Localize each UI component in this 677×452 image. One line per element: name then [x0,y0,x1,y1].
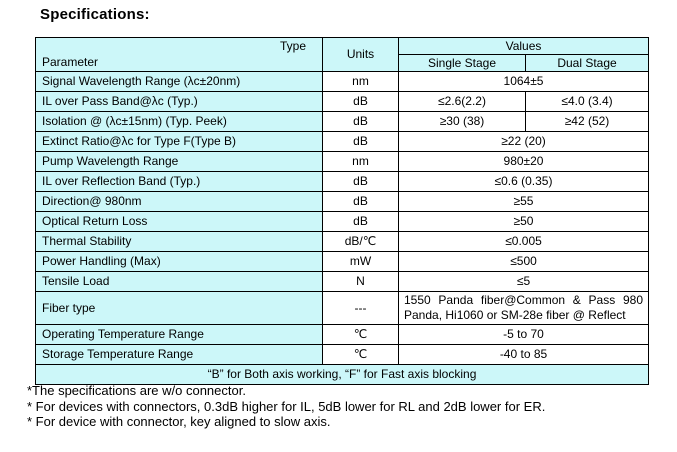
parameter-cell: Power Handling (Max) [36,252,323,272]
table-body [36,72,649,365]
value-cell: ≤0.6 (0.35) [399,172,649,192]
table-row [36,92,649,112]
value-cell: -40 to 85 [399,345,649,365]
units-cell: dB [323,92,399,112]
header-row-1 [36,38,649,55]
value-cell: ≥22 (20) [399,132,649,152]
units-cell: dB [323,132,399,152]
parameter-cell: Thermal Stability [36,232,323,252]
footnote-line: *The specifications are w/o connector. [27,383,246,398]
table-row [36,232,649,252]
table-foot [36,365,649,385]
units-cell: dB/℃ [323,232,399,252]
value-cell: ≥55 [399,192,649,212]
parameter-cell: IL over Reflection Band (Typ.) [36,172,323,192]
parameter-cell: IL over Pass Band@λc (Typ.) [36,92,323,112]
table-row [36,212,649,232]
parameter-cell: Signal Wavelength Range (λc±20nm) [36,72,323,92]
header-dual-stage-label: Dual Stage [526,55,649,72]
value-cell: 1064±5 [399,72,649,92]
table-row [36,72,649,92]
units-cell: nm [323,72,399,92]
table-row [36,192,649,212]
table-row [36,152,649,172]
value-cell: ≤5 [399,272,649,292]
value-cell: -5 to 70 [399,325,649,345]
parameter-cell: Optical Return Loss [36,212,323,232]
units-cell: dB [323,192,399,212]
table-row [36,345,649,365]
table-row [36,112,649,132]
header-values-label: Values [399,38,649,55]
single-stage-value-cell: ≥30 (38) [399,112,526,132]
parameter-cell: Pump Wavelength Range [36,152,323,172]
single-stage-value-cell: ≤2.6(2.2) [399,92,526,112]
units-cell: dB [323,112,399,132]
parameter-cell: Operating Temperature Range [36,325,323,345]
parameter-cell: Isolation @ (λc±15nm) (Typ. Peek) [36,112,323,132]
value-cell: 980±20 [399,152,649,172]
footnote-line: * For devices with connectors, 0.3dB higher for IL, 5dB lower for RL and 2dB lower for ER. [27,398,546,414]
parameter-cell: Extinct Ratio@λc for Type F(Type B) [36,132,323,152]
units-cell: nm [323,152,399,172]
table-header [36,38,649,72]
dual-stage-value-cell: ≥42 (52) [526,112,649,132]
units-cell: ℃ [323,345,399,365]
parameter-type-header-cell [36,38,323,72]
table-row [36,272,649,292]
units-cell: --- [323,292,399,325]
parameter-cell: Fiber type [36,292,323,325]
value-cell: ≤0.005 [399,232,649,252]
header-type-label: Type [279,39,306,53]
table-row [36,325,649,345]
table-row [36,292,649,325]
parameter-cell: Storage Temperature Range [36,345,323,365]
value-cell: ≥50 [399,212,649,232]
dual-stage-value-cell: ≤4.0 (3.4) [526,92,649,112]
footer-row [36,365,649,385]
units-cell: dB [323,172,399,192]
units-cell: N [323,272,399,292]
value-cell: ≤500 [399,252,649,272]
page-title: Specifications: [40,6,150,23]
specifications-table [35,37,649,385]
table-row [36,252,649,272]
table-footer-note: “B” for Both axis working, “F” for Fast axis blocking [36,365,649,385]
units-cell: dB [323,212,399,232]
header-parameter-label: Parameter [42,55,99,69]
parameter-cell: Tensile Load [36,272,323,292]
footnote-line: * For device with connector, key aligned to slow axis. [27,414,331,429]
header-single-stage-label: Single Stage [399,55,526,72]
header-units-label: Units [323,38,399,72]
table-row [36,132,649,152]
table-row [36,172,649,192]
footnotes [27,383,545,430]
units-cell: ℃ [323,325,399,345]
parameter-cell: Direction@ 980nm [36,192,323,212]
units-cell: mW [323,252,399,272]
value-cell: 1550 Panda fiber@Common & Pass 980 Panda, Hi1060 or SM-28e fiber @ Reflect [399,292,649,325]
